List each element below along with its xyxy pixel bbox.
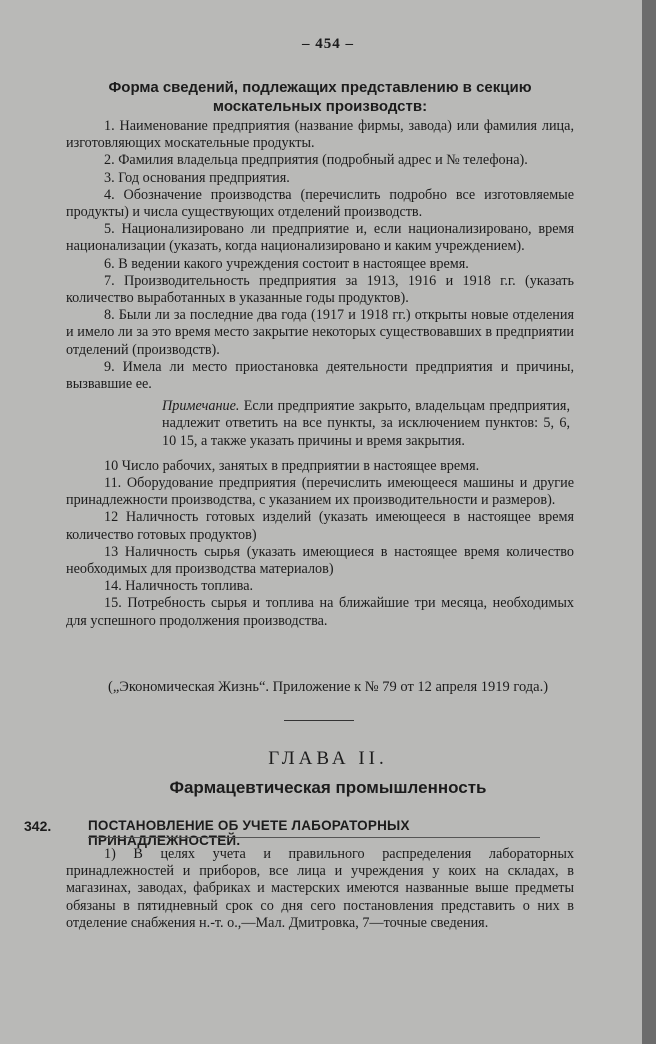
form-item: 10 Число рабочих, занятых в предприятии в настоящее время. [104,457,480,474]
form-item: 5. Национализировано ли предприятие и, если национализировано, время национализации (указать, когда национализировано и каким учреждением). [66,221,574,255]
form-items-list [66,118,574,630]
form-item: 13 Наличность сырья (указать имеющиеся в настоящее время количество необходимых для производства материалов) [66,543,574,578]
chapter-title: ГЛАВА II. [268,748,388,769]
source-citation: („Экономическая Жизнь“. Приложение к № 79 от 12 апреля 1919 года.) [108,679,549,695]
chapter-subtitle: Фармацевтическая промышленность [169,778,487,797]
page-number: – 454 – [302,36,354,52]
section-divider [284,720,354,721]
form-item: 11. Оборудование предприятия (перечислить имеющееся машины и другие принадлежности производства, с указанием их производительности и размеров). [66,475,574,509]
form-item: 6. В ведении какого учреждения состоит в настоящее время. [104,255,469,272]
form-item: 14. Наличность топлива. [104,578,254,595]
document-number: 342. [24,818,52,834]
form-item: 9. Имела ли место приостановка деятельности предприятия и причины, вызвавшие ее. [66,358,574,393]
form-item: 8. Были ли за последние два года (1917 и 1918 гг.) открыты новые отделения и имело ли за это время место закрытие некоторых существовавших в предприятии отделений (производств). [66,307,574,358]
form-item: 3. Год основания предприятия. [104,169,290,186]
form-item: 1. Наименование предприятия (название фирмы, завода) или фамилия лица, изготовляющих москательные продукты. [66,118,574,152]
form-item: 4. Обозначение производства (перечислить подробно все изготовляемые продукты) и числа существующих отделений производств. [66,186,574,221]
note-block [162,398,570,450]
form-item: 7. Производительность предприятия за 1913, 1916 и 1918 г.г. (указать количество выработанных в указанные годы продуктов). [66,272,574,307]
note-text: Если предприятие закрыто, владельцам предприятия, надлежит ответить на все пункты, за исключением пунктов: 5, 6, 10 15, а также указать причины и время закрытия. [162,398,571,449]
page-edge-shadow [642,0,656,1044]
document-title: ПОСТАНОВЛЕНИЕ ОБ УЧЕТЕ ЛАБОРАТОРНЫХ ПРИНАДЛЕЖНОСТЕЙ. [88,818,410,848]
form-heading: Форма сведений, подлежащих представлению в секцию москательных производств: [108,79,532,115]
document-body: 1) В целях учета и правильного распределения лабораторных принадлежностей и приборов, все лица и учреждения у коих на складах, в магазинах, заводах, фабриках и мастерских имеются названные выше предметы обязаны в пятидневный срок со дня сего постановления представить о них в отделение снабжения н.-т. о.,—Мал. Дмитровка, 7—точные сведения. [66,846,574,931]
form-item: 15. Потребность сырья и топлива на ближайшие три месяца, необходимых для успешного продолжения производства. [66,595,574,629]
title-underline [88,837,540,838]
form-item: 2. Фамилия владельца предприятия (подробный адрес и № телефона). [104,152,528,169]
note-label: Примечание. [162,398,240,415]
form-item: 12 Наличность готовых изделий (указать имеющееся в настоящее время количество готовых продуктов) [66,509,574,543]
